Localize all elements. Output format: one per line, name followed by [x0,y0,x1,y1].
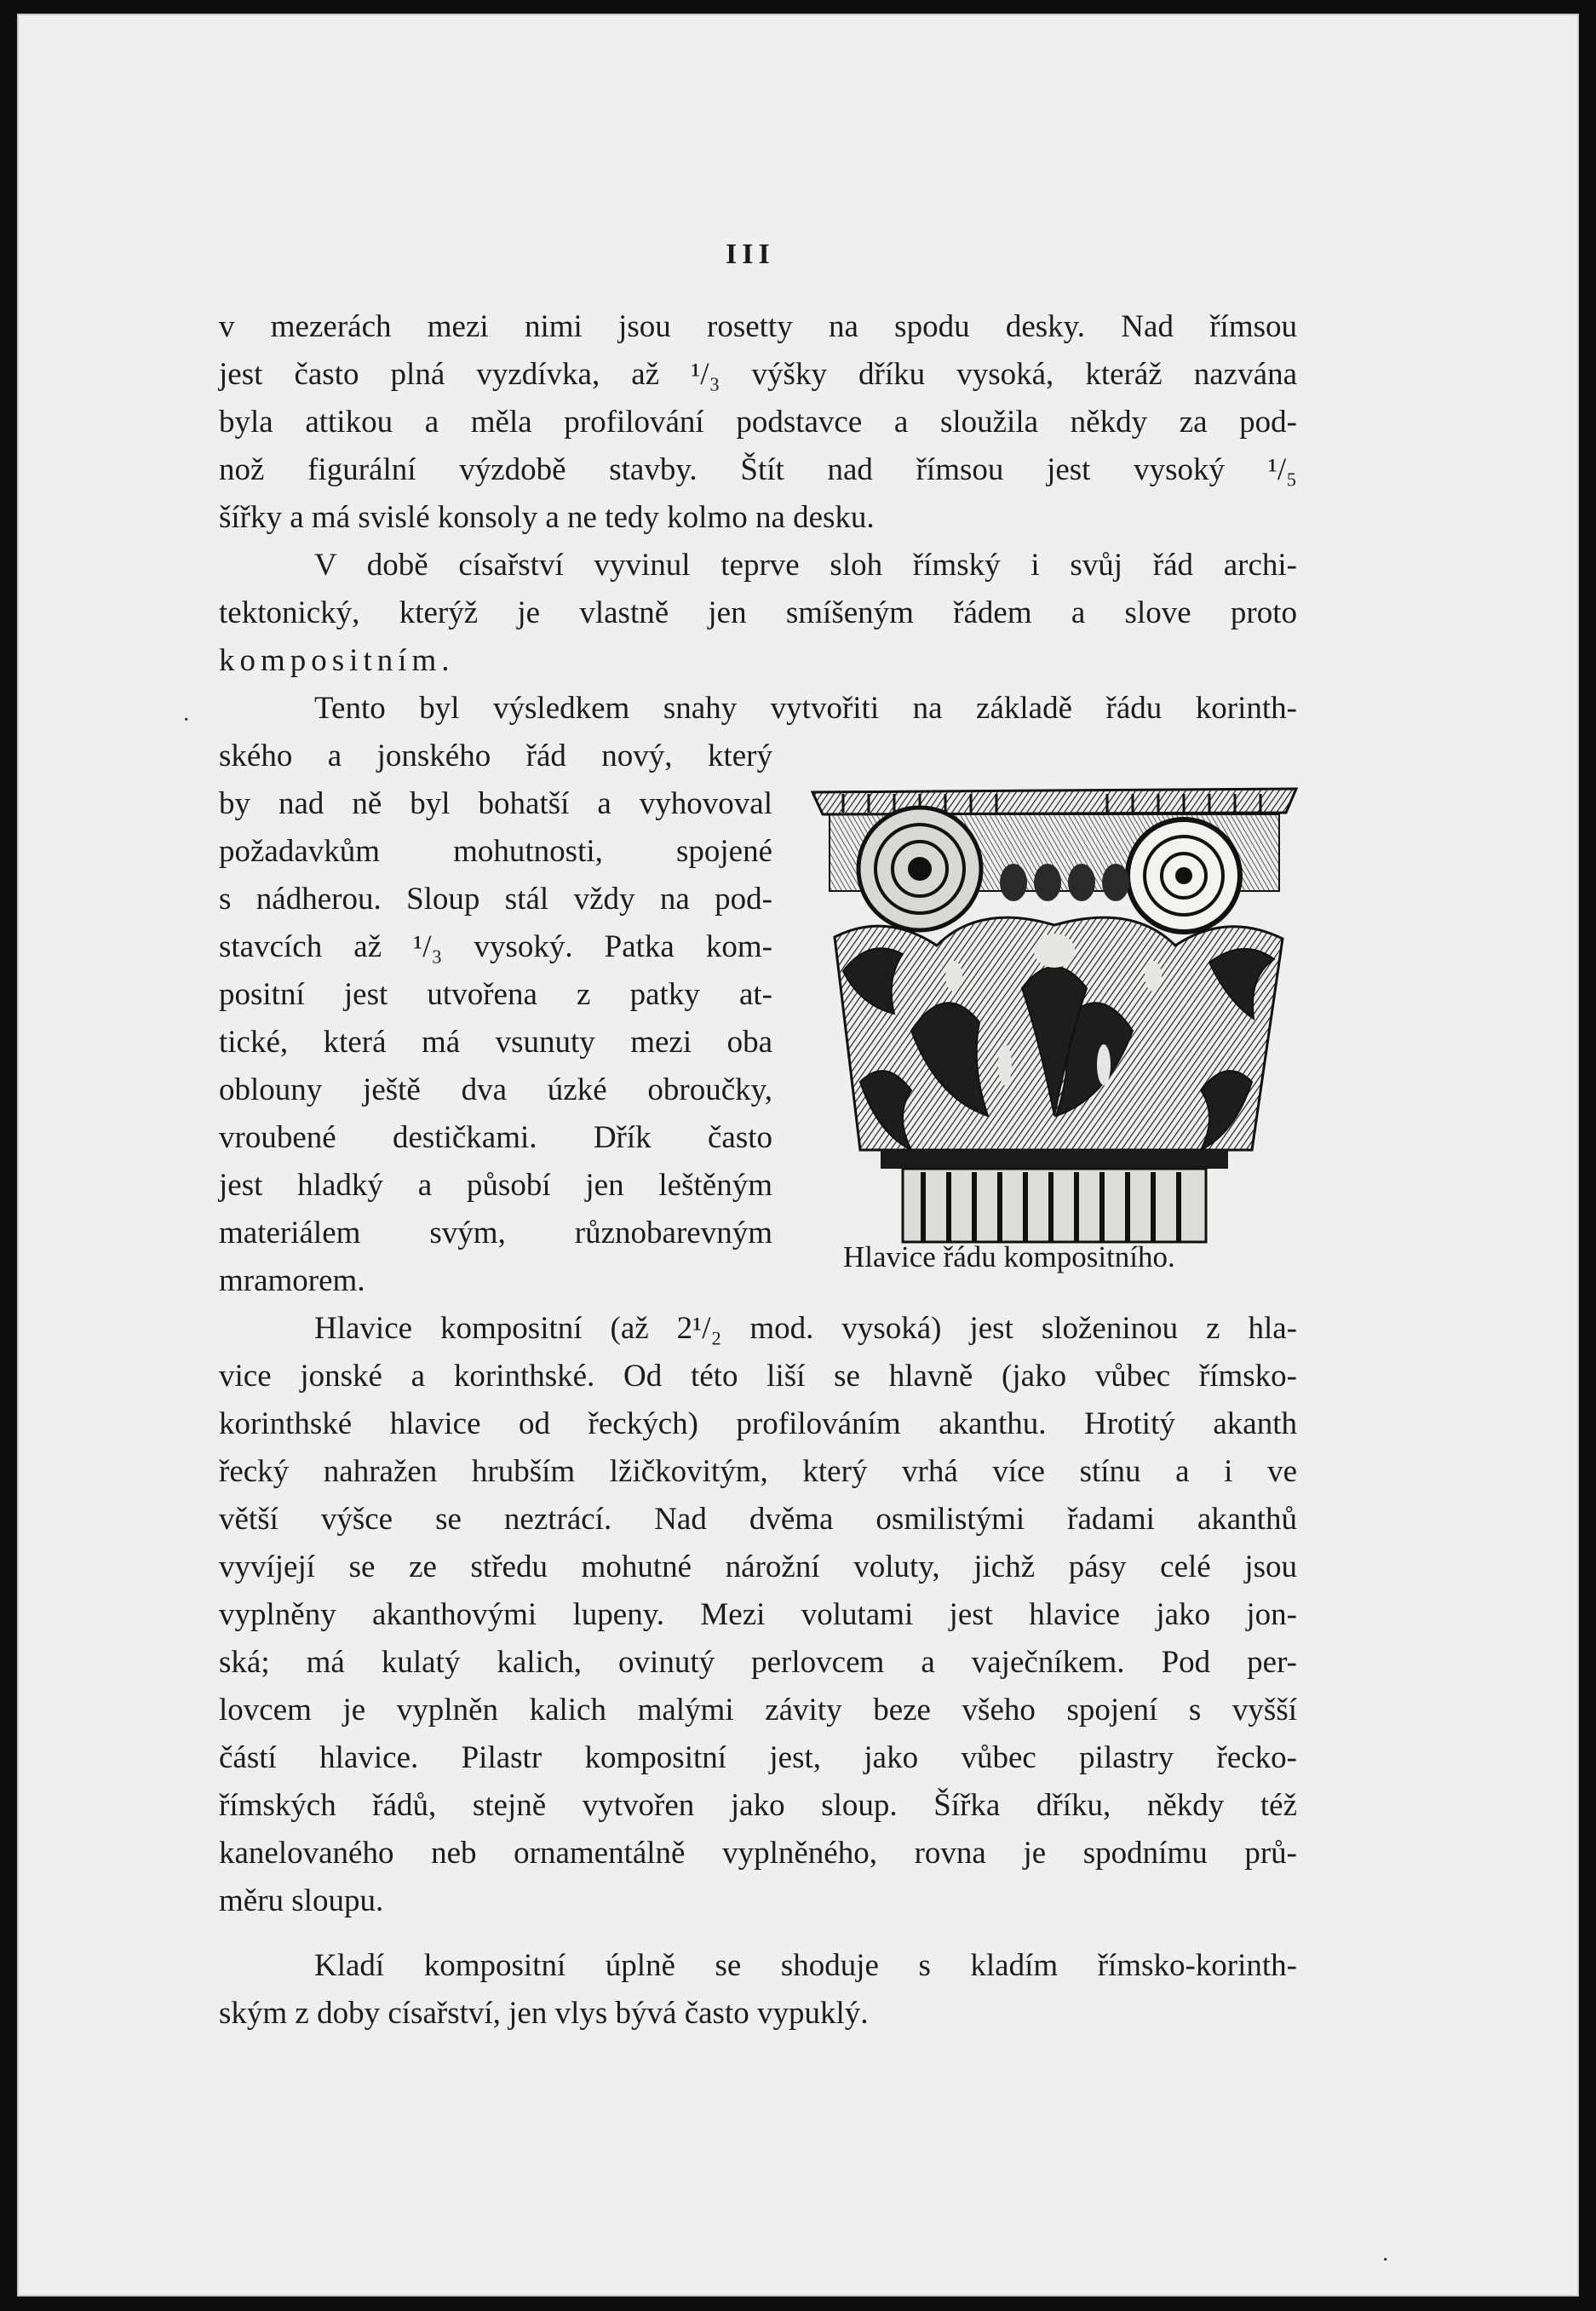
text-line: vyvíjejí se ze středu mohutné nárožní voluty, jichž pásy celé jsou [219,1549,1297,1584]
print-speck: · [182,707,191,733]
page-sheet [17,14,1579,2297]
text-line: měru sloupu. [219,1883,384,1918]
paragraph-3-column [219,733,772,1305]
paragraph-2 [219,542,1297,685]
text-line: positní jest utvořena z patky at- [219,977,772,1012]
print-speck: · [1381,2247,1390,2274]
composite-capital-illustration [809,775,1300,1245]
text-line: šířky a má svislé konsoly a ne tedy kolmo na desku. [219,500,875,535]
text-line: Hlavice kompositní (až 2¹/₂ mod. vysoká) jest složeninou z hla- [314,1311,1297,1346]
text-line: řecký nahražen hrubším lžičkovitým, který vrhá více stínu a i ve [219,1454,1297,1489]
text-line: jest hladký a působí jen leštěným [219,1168,772,1203]
text-line: tické, která má vsunuty mezi oba [219,1025,772,1060]
text-line: ská; má kulatý kalich, ovinutý perlovcem a vaječníkem. Pod per- [219,1645,1297,1680]
text-line: větší výšce se neztrácí. Nad dvěma osmilistými řadami akanthů [219,1502,1297,1537]
text-line: mramorem. [219,1263,365,1298]
text-line: vyplněny akanthovými lupeny. Mezi volutami jest hlavice jako jon- [219,1597,1297,1632]
text-line: tektonický, kterýž je vlastně jen smíšeným řádem a slove proto [219,595,1297,630]
text-line: římských řádů, stejně vytvořen jako sloup. Šířka dříku, někdy též [219,1788,1297,1823]
text-line: Kladí kompositní úplně se shoduje s kladím římsko-korinth- [314,1948,1297,1983]
text-line: nož figurální výzdobě stavby. Štít nad římsou jest vysoký ¹/₅ [219,452,1297,487]
text-line: ského a jonského řád nový, který [219,739,772,773]
text-line: stavcích až ¹/₃ vysoký. Patka kom- [219,929,772,964]
text-line: jest často plná vyzdívka, až ¹/₃ výšky dříku vysoká, kteráž nazvána [219,357,1297,392]
text-line: s nádherou. Sloup stál vždy na pod- [219,882,772,917]
paragraph-4 [219,1305,1297,1925]
text-line: materiálem svým, různobarevným [219,1216,772,1250]
paragraph-3-head [219,685,1297,733]
text-line: kanelovaného neb ornamentálně vyplněného, rovna je spodnímu prů- [219,1836,1297,1871]
text-line: ským z doby císařství, jen vlys bývá často vypuklý. [219,1996,869,2031]
figure-caption: Hlavice řádu kompositního. [843,1240,1175,1273]
text-line: V době císařství vyvinul teprve sloh římský i svůj řád archi- [314,548,1297,583]
text-line: Tento byl výsledkem snahy vytvořiti na základě řádu korinth- [314,691,1297,726]
text-line: vroubené destičkami. Dřík často [219,1120,772,1155]
text-line: by nad ně byl bohatší a vyhovoval [219,786,772,821]
text-line: částí hlavice. Pilastr kompositní jest, jako vůbec pilastry řecko- [219,1740,1297,1775]
text-line: vice jonské a korinthské. Od této liší se hlavně (jako vůbec římsko- [219,1359,1297,1394]
paragraph-5 [219,1942,1297,2038]
text-line: lovcem je vyplněn kalich malými závity beze všeho spojení s vyšší [219,1693,1297,1728]
paragraph-1 [219,303,1297,542]
text-line-spaced: kompositním. [219,643,455,678]
text-line: korinthské hlavice od řeckých) profilováním akanthu. Hrotitý akanth [219,1406,1297,1441]
text-line: oblouny ještě dva úzké obroučky, [219,1072,772,1107]
text-line: v mezerách mezi nimi jsou rosetty na spodu desky. Nad římsou [219,309,1297,344]
page-number: III [726,239,775,270]
text-line: byla attikou a měla profilování podstavce a sloužila někdy za pod- [219,405,1297,440]
text-line: požadavkům mohutnosti, spojené [219,834,772,869]
